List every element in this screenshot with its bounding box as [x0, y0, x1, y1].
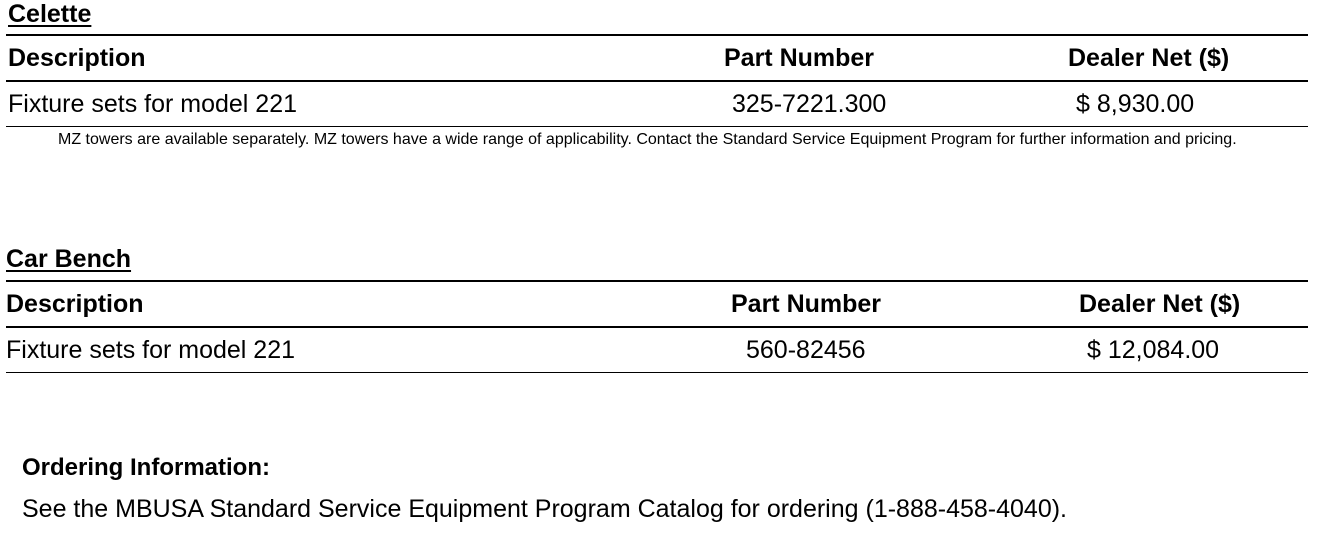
- header-dealer-net: Dealer Net ($): [1068, 44, 1230, 72]
- row-dealer-net: $ 8,930.00: [1076, 90, 1195, 118]
- header-part-number: Part Number: [724, 44, 875, 72]
- section-title-celette: Celette: [8, 0, 92, 28]
- row-description: Fixture sets for model 221: [8, 90, 298, 118]
- header-rule: [6, 326, 1308, 328]
- header-dealer-net: Dealer Net ($): [1079, 290, 1241, 318]
- row-dealer-net: $ 12,084.00: [1087, 336, 1220, 364]
- section-title-car-bench: Car Bench: [6, 245, 132, 273]
- section-note: MZ towers are available separately. MZ towers have a wide range of applicability. Contact the Standard Service Equipment Program for further information and pricing.: [58, 131, 1237, 148]
- section-top-rule: [6, 34, 1308, 36]
- row-part-number: 325-7221.300: [732, 90, 887, 118]
- row-description: Fixture sets for model 221: [6, 336, 296, 364]
- header-part-number: Part Number: [731, 290, 882, 318]
- section-top-rule: [6, 280, 1308, 282]
- header-description: Description: [8, 44, 146, 72]
- header-rule: [6, 80, 1308, 82]
- row-rule: [6, 372, 1308, 373]
- ordering-text: See the MBUSA Standard Service Equipment Program Catalog for ordering (1-888-458-4040).: [22, 495, 1068, 523]
- header-description: Description: [6, 290, 144, 318]
- ordering-title: Ordering Information:: [22, 454, 270, 481]
- row-part-number: 560-82456: [746, 336, 866, 364]
- row-rule: [6, 126, 1308, 127]
